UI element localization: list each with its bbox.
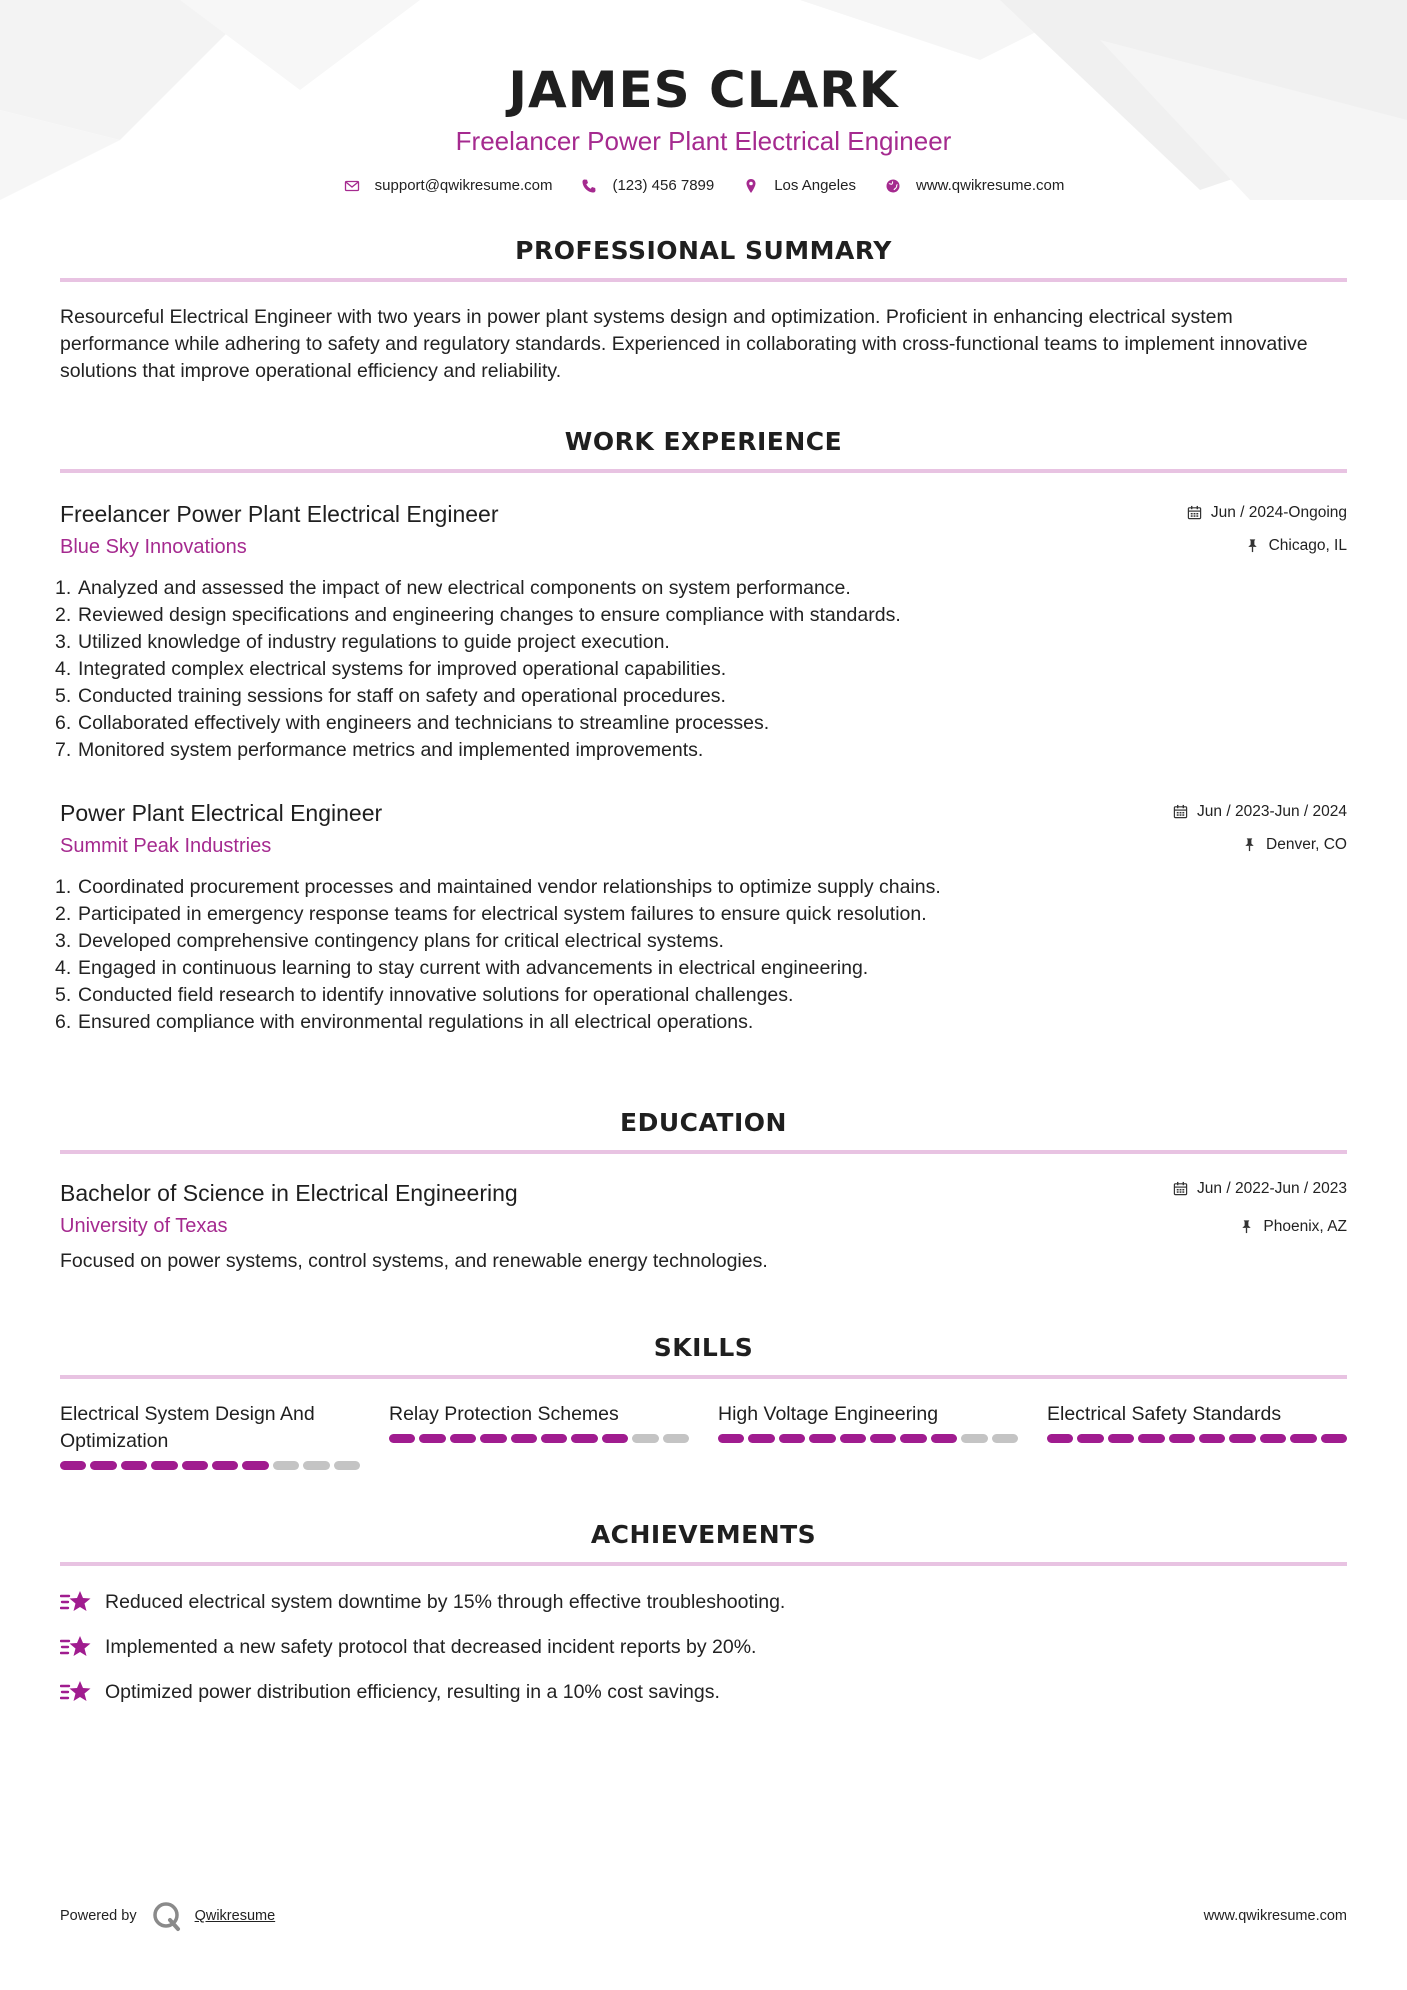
qwikresume-link[interactable]: Qwikresume (194, 1908, 276, 1924)
calendar-icon (1173, 804, 1189, 820)
skill-segment-filled (1260, 1434, 1286, 1443)
education-heading: EDUCATION (620, 1108, 787, 1137)
skill-segment-filled (1321, 1434, 1347, 1443)
contact-bar (60, 176, 1347, 196)
summary-section (60, 236, 1347, 385)
skill-segment-filled (389, 1434, 415, 1443)
page-footer (60, 1900, 1347, 1932)
degree-title: Bachelor of Science in Electrical Engineering (60, 1180, 518, 1206)
skill-segment-empty (273, 1461, 299, 1470)
calendar-icon (1173, 1181, 1189, 1197)
skill-segment-empty (961, 1434, 987, 1443)
job-dates: Jun / 2024-Ongoing (1210, 504, 1347, 521)
contact-email-text: support@qwikresume.com (374, 177, 553, 194)
skill-name: Electrical System Design And Optimization (60, 1403, 315, 1452)
skill-segment-filled (90, 1461, 116, 1470)
shooting-star-icon (60, 1633, 92, 1661)
contact-location (742, 176, 856, 196)
skill-segment-filled (1077, 1434, 1103, 1443)
job-dates: Jun / 2023-Jun / 2024 (1197, 803, 1347, 820)
skill-segment-filled (900, 1434, 926, 1443)
education-entry (60, 1178, 1347, 1275)
contact-website-text: www.qwikresume.com (915, 177, 1065, 194)
contact-phone-text: (123) 456 7899 (612, 177, 715, 194)
powered-by (60, 1900, 275, 1932)
section-divider (60, 1562, 1347, 1566)
list-item: 1. Coordinated procurement processes and maintained vendor relationships to optimize supply chains. (55, 876, 941, 898)
education-dates: Jun / 2022-Jun / 2023 (1197, 1180, 1347, 1197)
skill-segment-filled (870, 1434, 896, 1443)
candidate-title: Freelancer Power Plant Electrical Engineer (455, 126, 952, 156)
skill-segment-filled (571, 1434, 597, 1443)
skills-heading: SKILLS (653, 1333, 754, 1362)
contact-website[interactable] (884, 176, 1064, 196)
skill-segment-filled (748, 1434, 774, 1443)
list-item: 2. Participated in emergency response teams for electrical system failures to ensure quick resolution. (55, 903, 927, 925)
skill-item (60, 1401, 360, 1470)
phone-icon (580, 177, 598, 195)
skill-segment-filled (809, 1434, 835, 1443)
skill-segment-filled (121, 1461, 147, 1470)
job-title: Freelancer Power Plant Electrical Engineer (60, 501, 499, 527)
skill-segment-filled (182, 1461, 208, 1470)
skill-segment-filled (419, 1434, 445, 1443)
list-item: 3. Utilized knowledge of industry regulations to guide project execution. (55, 631, 670, 653)
skill-segment-empty (992, 1434, 1018, 1443)
skill-segment-filled (931, 1434, 957, 1443)
summary-text: Resourceful Electrical Engineer with two years in power plant systems design and optimization. Proficient in enhancing electrical system performance while adhering to safety and regulatory standards. Experienced in collaborating with cross-functional teams to implement innovative solutions that improve operational efficiency and reliability. (60, 306, 1308, 382)
school-name: University of Texas (60, 1215, 228, 1237)
achievement-item (60, 1588, 1347, 1616)
experience-heading: WORK EXPERIENCE (564, 427, 843, 456)
envelope-icon (343, 177, 361, 195)
shooting-star-icon (60, 1678, 92, 1706)
skill-level-bar (1047, 1434, 1347, 1443)
section-divider (60, 469, 1347, 473)
achievement-text: Reduced electrical system downtime by 15% through effective troubleshooting. (105, 1590, 786, 1613)
powered-by-label: Powered by (60, 1908, 137, 1924)
skill-segment-filled (1138, 1434, 1164, 1443)
skill-segment-empty (303, 1461, 329, 1470)
skill-segment-empty (663, 1434, 689, 1443)
skill-name: Electrical Safety Standards (1047, 1403, 1282, 1425)
skill-segment-empty (334, 1461, 360, 1470)
education-description: Focused on power systems, control systems, and renewable energy technologies. (60, 1250, 768, 1272)
list-item: 7. Monitored system performance metrics and implemented improvements. (55, 739, 704, 761)
skill-segment-filled (602, 1434, 628, 1443)
skill-segment-filled (1169, 1434, 1195, 1443)
achievements-section (60, 1520, 1347, 1706)
skill-item (1047, 1401, 1347, 1470)
skill-segment-filled (1229, 1434, 1255, 1443)
skill-segment-empty (632, 1434, 658, 1443)
skill-segment-filled (840, 1434, 866, 1443)
shooting-star-icon (60, 1588, 92, 1616)
contact-phone[interactable] (580, 176, 714, 196)
skill-segment-filled (541, 1434, 567, 1443)
pushpin-icon (1239, 1219, 1255, 1235)
job-entry (55, 798, 1347, 1036)
section-divider (60, 278, 1347, 282)
job-responsibilities (55, 575, 1347, 764)
job-location: Chicago, IL (1268, 537, 1347, 554)
pushpin-icon (1242, 837, 1258, 853)
skill-segment-filled (511, 1434, 537, 1443)
job-company: Summit Peak Industries (60, 835, 272, 857)
skill-segment-filled (212, 1461, 238, 1470)
skill-segment-filled (718, 1434, 744, 1443)
skill-segment-filled (480, 1434, 506, 1443)
skill-segment-filled (1047, 1434, 1073, 1443)
list-item: 5. Conducted field research to identify innovative solutions for operational challenges. (55, 984, 794, 1006)
job-title: Power Plant Electrical Engineer (60, 800, 383, 826)
skill-segment-filled (1199, 1434, 1225, 1443)
skill-segment-filled (450, 1434, 476, 1443)
skill-segment-filled (1290, 1434, 1316, 1443)
list-item: 2. Reviewed design specifications and engineering changes to ensure compliance with standards. (55, 604, 901, 626)
skill-level-bar (60, 1461, 360, 1470)
skill-name: Relay Protection Schemes (389, 1403, 619, 1425)
contact-location-text: Los Angeles (774, 177, 856, 194)
achievements-list (60, 1588, 1347, 1706)
education-location: Phoenix, AZ (1263, 1218, 1347, 1235)
skill-level-bar (389, 1434, 689, 1443)
globe-icon (884, 177, 902, 195)
skill-name: High Voltage Engineering (718, 1403, 939, 1425)
list-item: 4. Engaged in continuous learning to stay current with advancements in electrical engineering. (55, 957, 869, 979)
qwikresume-logo-icon (151, 1900, 183, 1932)
job-company: Blue Sky Innovations (60, 536, 247, 558)
experience-section (55, 427, 1347, 1036)
education-section (60, 1108, 1347, 1275)
skill-level-bar (718, 1434, 1018, 1443)
calendar-icon (1187, 505, 1203, 521)
achievement-item (60, 1678, 1347, 1706)
skill-segment-filled (151, 1461, 177, 1470)
achievements-heading: ACHIEVEMENTS (590, 1520, 817, 1549)
skills-section (60, 1333, 1347, 1470)
summary-heading: PROFESSIONAL SUMMARY (515, 236, 892, 265)
list-item: 3. Developed comprehensive contingency plans for critical electrical systems. (55, 930, 724, 952)
skill-segment-filled (242, 1461, 268, 1470)
skill-segment-filled (60, 1461, 86, 1470)
skill-segment-filled (779, 1434, 805, 1443)
job-responsibilities (55, 874, 1347, 1036)
pushpin-icon (1245, 538, 1261, 554)
achievement-item (60, 1633, 1347, 1661)
section-divider (60, 1375, 1347, 1379)
list-item: 6. Ensured compliance with environmental regulations in all electrical operations. (55, 1011, 754, 1033)
map-pin-icon (742, 177, 760, 195)
skill-item (389, 1401, 689, 1470)
achievement-text: Optimized power distribution efficiency, resulting in a 10% cost savings. (105, 1680, 720, 1703)
footer-website[interactable]: www.qwikresume.com (1203, 1908, 1347, 1924)
job-entry (55, 499, 1347, 764)
contact-email[interactable] (343, 176, 553, 196)
job-location: Denver, CO (1266, 836, 1347, 853)
skill-segment-filled (1108, 1434, 1134, 1443)
list-item: 4. Integrated complex electrical systems for improved operational capabilities. (55, 658, 727, 680)
candidate-name: JAMES CLARK (508, 61, 899, 119)
list-item: 1. Analyzed and assessed the impact of new electrical components on system performance. (55, 577, 851, 599)
list-item: 5. Conducted training sessions for staff on safety and operational procedures. (55, 685, 726, 707)
skills-grid (60, 1401, 1347, 1470)
achievement-text: Implemented a new safety protocol that decreased incident reports by 20%. (105, 1635, 757, 1658)
section-divider (60, 1150, 1347, 1154)
list-item: 6. Collaborated effectively with engineers and technicians to streamline processes. (55, 712, 770, 734)
skill-item (718, 1401, 1018, 1470)
